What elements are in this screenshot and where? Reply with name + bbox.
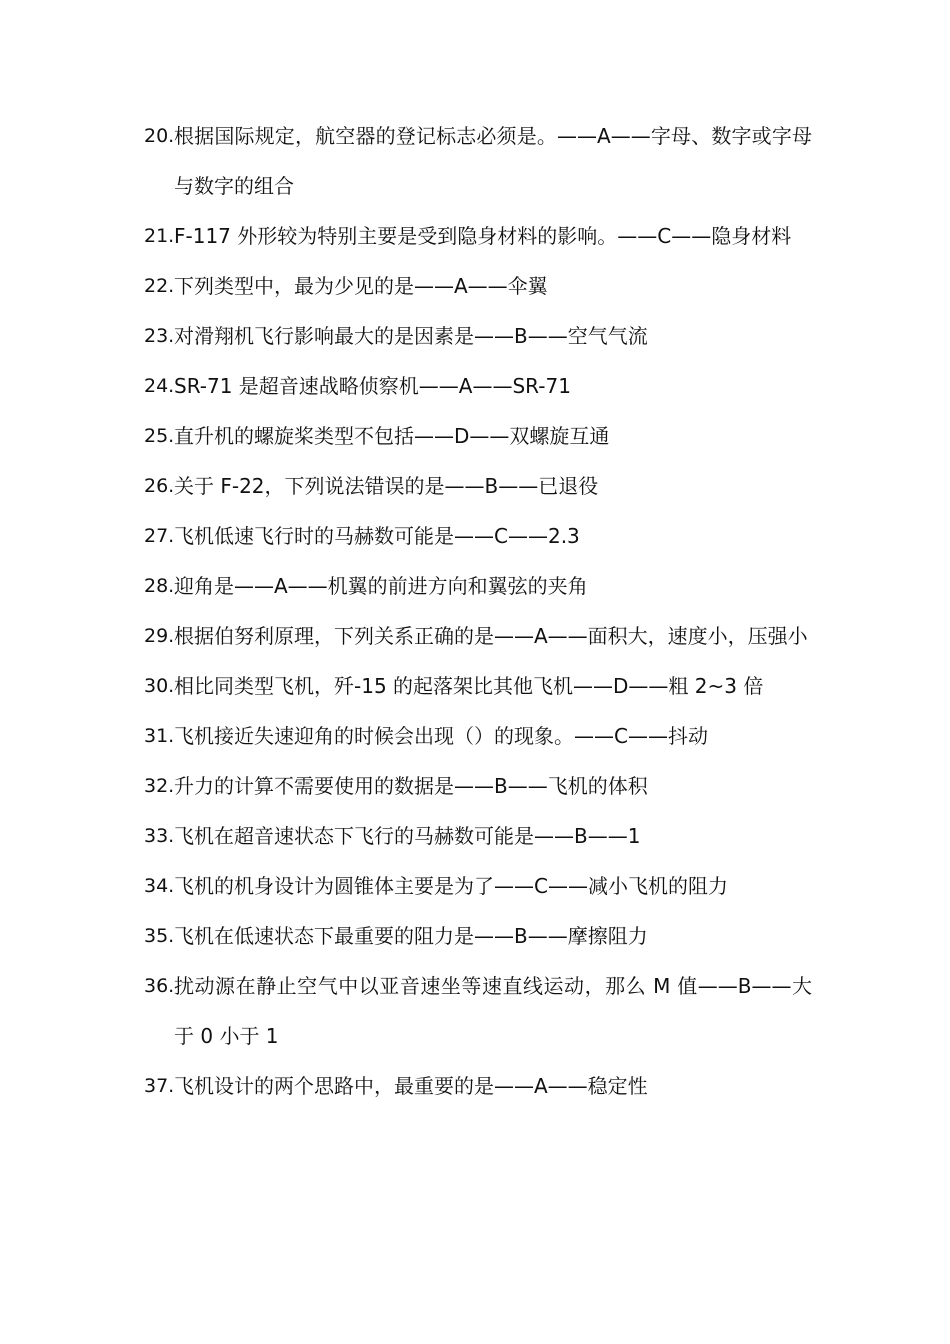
question-item — [144, 461, 812, 511]
question-item — [144, 261, 812, 311]
question-number: 23. — [144, 325, 175, 347]
question-item — [144, 811, 812, 861]
question-text: 下列类型中，最为少见的是——A——伞翼 — [174, 274, 548, 298]
question-item — [144, 861, 812, 911]
question-text: 飞机接近失速迎角的时候会出现（）的现象。——C——抖动 — [174, 724, 708, 748]
question-list — [144, 111, 812, 1111]
question-item — [144, 611, 812, 661]
question-number: 34. — [144, 875, 175, 897]
question-item — [144, 661, 812, 711]
question-number: 31. — [144, 725, 175, 747]
question-text: 对滑翔机飞行影响最大的是因素是——B——空气气流 — [174, 324, 648, 348]
question-number: 22. — [144, 275, 175, 297]
question-item — [144, 561, 812, 611]
question-item — [144, 411, 812, 461]
question-number: 36. — [144, 975, 175, 997]
question-item — [144, 511, 812, 561]
question-text: 飞机在超音速状态下飞行的马赫数可能是——B——1 — [174, 824, 641, 848]
question-text: 升力的计算不需要使用的数据是——B——飞机的体积 — [174, 774, 648, 798]
question-number: 35. — [144, 925, 175, 947]
question-text: 飞机设计的两个思路中，最重要的是——A——稳定性 — [174, 1074, 648, 1098]
question-text: 扰动源在静止空气中以亚音速坐等速直线运动，那么 M 值——B——大于 0 小于 1 — [174, 974, 812, 1048]
question-number: 37. — [144, 1075, 175, 1097]
question-item — [144, 961, 812, 1061]
question-text: SR-71 是超音速战略侦察机——A——SR-71 — [174, 374, 571, 398]
question-item — [144, 1061, 812, 1111]
question-item — [144, 111, 812, 211]
question-number: 25. — [144, 425, 175, 447]
question-number: 30. — [144, 675, 175, 697]
question-number: 29. — [144, 625, 175, 647]
question-text: 直升机的螺旋桨类型不包括——D——双螺旋互通 — [174, 424, 610, 448]
question-text: 飞机在低速状态下最重要的阻力是——B——摩擦阻力 — [174, 924, 648, 948]
question-text: 飞机低速飞行时的马赫数可能是——C——2.3 — [174, 524, 580, 548]
question-item — [144, 911, 812, 961]
question-text: 根据国际规定，航空器的登记标志必须是。——A——字母、数字或字母与数字的组合 — [174, 124, 812, 198]
question-text: 飞机的机身设计为圆锥体主要是为了——C——减小飞机的阻力 — [174, 874, 728, 898]
question-item — [144, 711, 812, 761]
question-number: 24. — [144, 375, 175, 397]
question-number: 20. — [144, 125, 175, 147]
question-item — [144, 361, 812, 411]
question-number: 28. — [144, 575, 175, 597]
question-text: 关于 F-22，下列说法错误的是——B——已退役 — [174, 474, 599, 498]
question-number: 33. — [144, 825, 175, 847]
question-item — [144, 311, 812, 361]
question-text: 根据伯努利原理，下列关系正确的是——A——面积大，速度小，压强小 — [174, 624, 808, 648]
question-text: F-117 外形较为特别主要是受到隐身材料的影响。——C——隐身材料 — [174, 224, 792, 248]
question-number: 21. — [144, 225, 175, 247]
question-number: 32. — [144, 775, 175, 797]
question-item — [144, 211, 812, 261]
question-number: 27. — [144, 525, 175, 547]
question-text: 相比同类型飞机，歼-15 的起落架比其他飞机——D——粗 2~3 倍 — [174, 674, 764, 698]
question-text: 迎角是——A——机翼的前进方向和翼弦的夹角 — [174, 574, 588, 598]
question-number: 26. — [144, 475, 175, 497]
question-item — [144, 761, 812, 811]
